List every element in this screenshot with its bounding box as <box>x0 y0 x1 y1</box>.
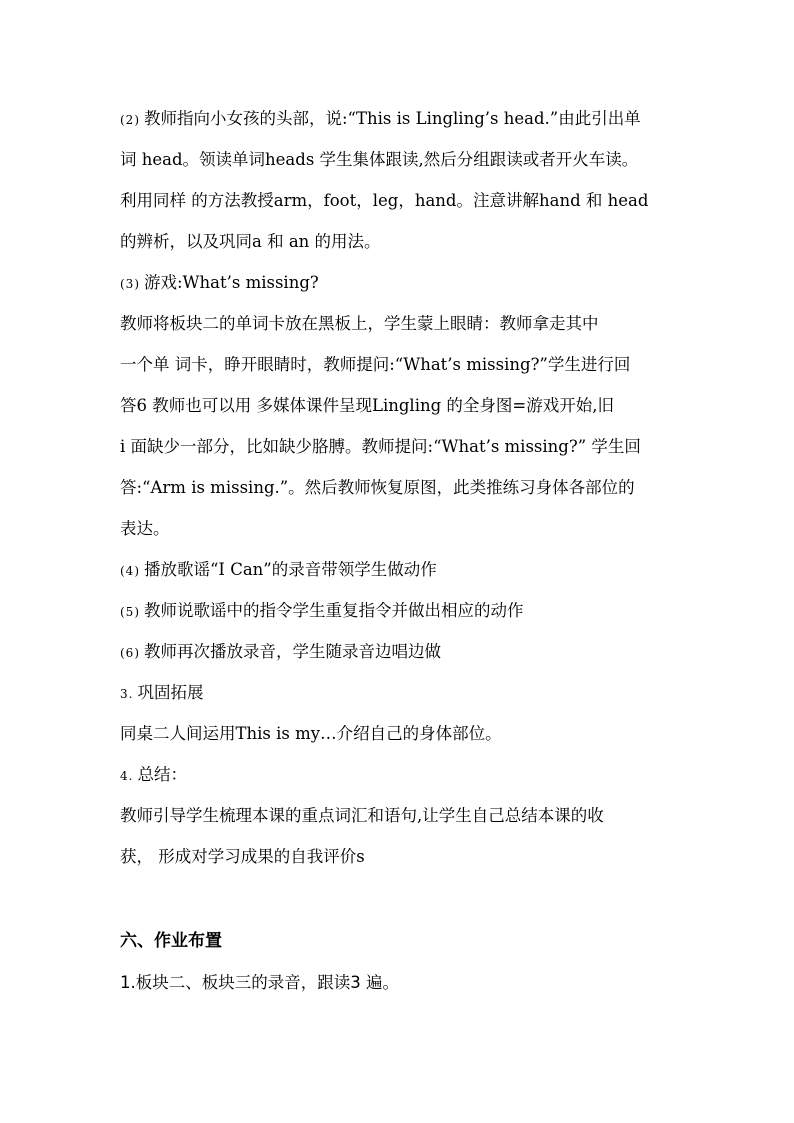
text-line: 的辨析，以及巩同a 和 an 的用法。 <box>120 232 381 251</box>
section-3-title: 3. 巩固拓展 <box>120 683 204 702</box>
step-number: (3) <box>120 277 140 291</box>
step-number: (5) <box>120 605 140 619</box>
homework-heading: 六、作业布置 <box>120 931 222 951</box>
text-line: 表达。 <box>120 519 170 538</box>
text-line: 教师引导学生梳理本课的重点词汇和语句,让学生自己总结本课的收 <box>120 806 604 825</box>
step-number: (4) <box>120 564 140 578</box>
step-4: (4) 播放歌谣“I Can”的录音带领学生做动作 <box>120 560 437 579</box>
step-5: (5) 教师说歌谣中的指令学生重复指令并做出相应的动作 <box>120 601 524 620</box>
section-4-paragraph <box>120 795 676 877</box>
step-6: (6) 教师再次播放录音，学生随录音边唱边做 <box>120 642 441 661</box>
text-line: 教师将板块二的单词卡放在黑板上，学生蒙上眼睛：教师拿走其中 <box>120 314 599 333</box>
step-number: (2) <box>120 113 140 127</box>
homework-item-1: 1.板块二、板块三的录音，跟读3 遍。 <box>120 973 399 992</box>
text-line: 答:“Arm is missing.”。然后教师恢复原图，此类推练习身体各部位的 <box>120 478 635 497</box>
text-line: i 面缺少一部分，比如缺少胳膊。教师提问:“What’s missing?” 学生回 <box>120 437 641 456</box>
section-4-title: 4. 总结： <box>120 765 187 784</box>
section-number: 3. <box>120 687 134 701</box>
spacer <box>120 877 676 921</box>
step-2-paragraph <box>120 98 676 262</box>
section-3-text: 同桌二人间运用This is my…介绍自己的身体部位。 <box>120 724 502 743</box>
text-line: 词 head。领读单词heads 学生集体跟读,然后分组跟读或者开火车读。 <box>120 150 639 169</box>
step-3-paragraph <box>120 303 676 549</box>
document-page <box>120 98 676 1003</box>
step-number: (6) <box>120 646 140 660</box>
text-line: 一个单 词卡，睁开眼睛时，教师提问:“What’s missing?”学生进行回 <box>120 355 631 374</box>
section-number: 4. <box>120 769 134 783</box>
text-line: 答6 教师也可以用 多媒体课件呈现Lingling 的全身图=游戏开始,旧 <box>120 396 614 415</box>
text-line: (2) 教师指向小女孩的头部，说:“This is Lingling’s head.”由此引出单 <box>120 109 641 128</box>
text-line: 利用同样 的方法教授arm，foot，leg，hand。注意讲解hand 和 head <box>120 191 649 210</box>
step-3-title: (3) 游戏:What’s missing? <box>120 273 319 292</box>
text-line: 获， 形成对学习成果的自我评价s <box>120 847 365 866</box>
